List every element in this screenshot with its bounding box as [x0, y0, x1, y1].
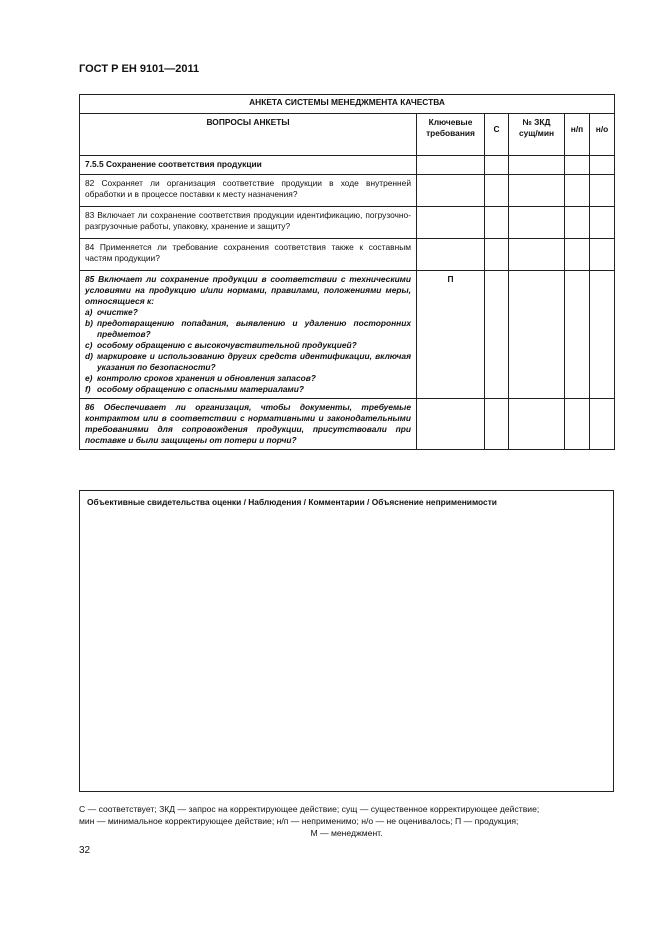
header-not-evaluated: н/о — [590, 114, 615, 156]
table-row — [80, 239, 615, 271]
legend — [79, 803, 614, 839]
header-conforms: С — [485, 114, 509, 156]
answer-cell[interactable] — [590, 271, 615, 399]
answer-cell[interactable] — [485, 239, 509, 271]
section-heading: 7.5.5 Сохранение соответствия продукции — [80, 156, 417, 175]
header-not-applicable: н/п — [565, 114, 590, 156]
sub-item: особому обращению с опасными материалами? — [97, 384, 304, 394]
answer-cell[interactable] — [565, 271, 590, 399]
document-title: ГОСТ Р ЕН 9101—2011 — [79, 63, 200, 75]
answer-cell[interactable] — [509, 239, 565, 271]
answer-cell[interactable] — [590, 175, 615, 207]
question-82: 82 Сохраняет ли организация соответствие продукции в ходе внутренней обработки и в процессе поставки к месту назначения? — [80, 175, 417, 207]
table-row — [80, 399, 615, 450]
question-84: 84 Применяется ли требование сохранения соответствия также к составным частям продукции? — [80, 239, 417, 271]
sub-item: особому обращению с высокочувствительной продукцией? — [97, 340, 357, 350]
answer-cell[interactable] — [509, 271, 565, 399]
answer-cell[interactable] — [485, 207, 509, 239]
header-key-requirements: Ключевые требования — [417, 114, 485, 156]
question-83: 83 Включает ли сохранение соответствия продукции идентификацию, погрузочно-разгрузочные работы, упаковку, хранение и защиту? — [80, 207, 417, 239]
answer-cell[interactable] — [565, 399, 590, 450]
answer-cell[interactable] — [509, 207, 565, 239]
question-85: 85 Включает ли сохранение продукции в соответствии с техническими условиями на продукцию и/или нормами, правилами, положениями меры, относящиеся к: a) очистке? b) предотвращению попадания, выявлению и удалению посторонних предметов? c) особому обращению с высокочувствительной продукцией? d) маркировке и использованию других средств идентификации, включая указания по безопасности? e) контролю сроков хранения и обновления запасов? f) особому обращению с опасными материалами? — [80, 271, 417, 399]
answer-cell[interactable] — [485, 175, 509, 207]
legend-line-2: мин — минимальное корректирующее действие; н/п — неприменимо; н/о — не оценивалось; П — продукция; — [79, 816, 519, 826]
question-85-text: 85 Включает ли сохранение продукции в соответствии с техническими условиями на продукцию и/или нормами, правилами, положениями меры, относящиеся к: — [85, 274, 411, 306]
table-row — [80, 175, 615, 207]
key-requirement-product: П — [417, 271, 485, 399]
answer-cell[interactable] — [565, 239, 590, 271]
answer-cell[interactable] — [590, 399, 615, 450]
table-title: АНКЕТА СИСТЕМЫ МЕНЕДЖМЕНТА КАЧЕСТВА — [80, 95, 615, 114]
legend-line-1: С — соответствует; ЗКД — запрос на корректирующее действие; сущ — существенное корректирующее действие; — [79, 804, 540, 814]
evidence-title: Объективные свидетельства оценки / Наблюдения / Комментарии / Объяснение неприменимости — [87, 497, 497, 507]
answer-cell[interactable] — [417, 239, 485, 271]
table-row — [80, 207, 615, 239]
sub-item: очистке? — [97, 307, 138, 317]
answer-cell[interactable] — [590, 207, 615, 239]
evidence-box[interactable] — [79, 490, 614, 792]
answer-cell[interactable] — [509, 175, 565, 207]
answer-cell[interactable] — [417, 207, 485, 239]
survey-table — [79, 94, 615, 450]
answer-cell[interactable] — [485, 271, 509, 399]
page-number: 32 — [79, 845, 91, 856]
question-86: 86 Обеспечивает ли организация, чтобы документы, требуемые контрактом или в соответствии с нормативными и законодательными требованиями для сопровождения продукции, присутствовали при поставке и были защищены от потери и порчи? — [80, 399, 417, 450]
answer-cell[interactable] — [565, 175, 590, 207]
sub-item: контролю сроков хранения и обновления запасов? — [97, 373, 316, 383]
answer-cell[interactable] — [417, 399, 485, 450]
answer-cell[interactable] — [417, 175, 485, 207]
sub-item: маркировке и использованию других средств идентификации, включая указания по безопасности? — [97, 351, 411, 372]
header-zkd: № ЗКД сущ/мин — [509, 114, 565, 156]
answer-cell[interactable] — [509, 399, 565, 450]
answer-cell[interactable] — [565, 207, 590, 239]
header-questions: ВОПРОСЫ АНКЕТЫ — [80, 114, 417, 156]
answer-cell[interactable] — [590, 239, 615, 271]
sub-item: предотвращению попадания, выявлению и удалению посторонних предметов? — [97, 318, 411, 339]
table-row — [80, 271, 615, 399]
answer-cell[interactable] — [485, 399, 509, 450]
legend-line-3: М — менеджмент. — [310, 828, 383, 838]
